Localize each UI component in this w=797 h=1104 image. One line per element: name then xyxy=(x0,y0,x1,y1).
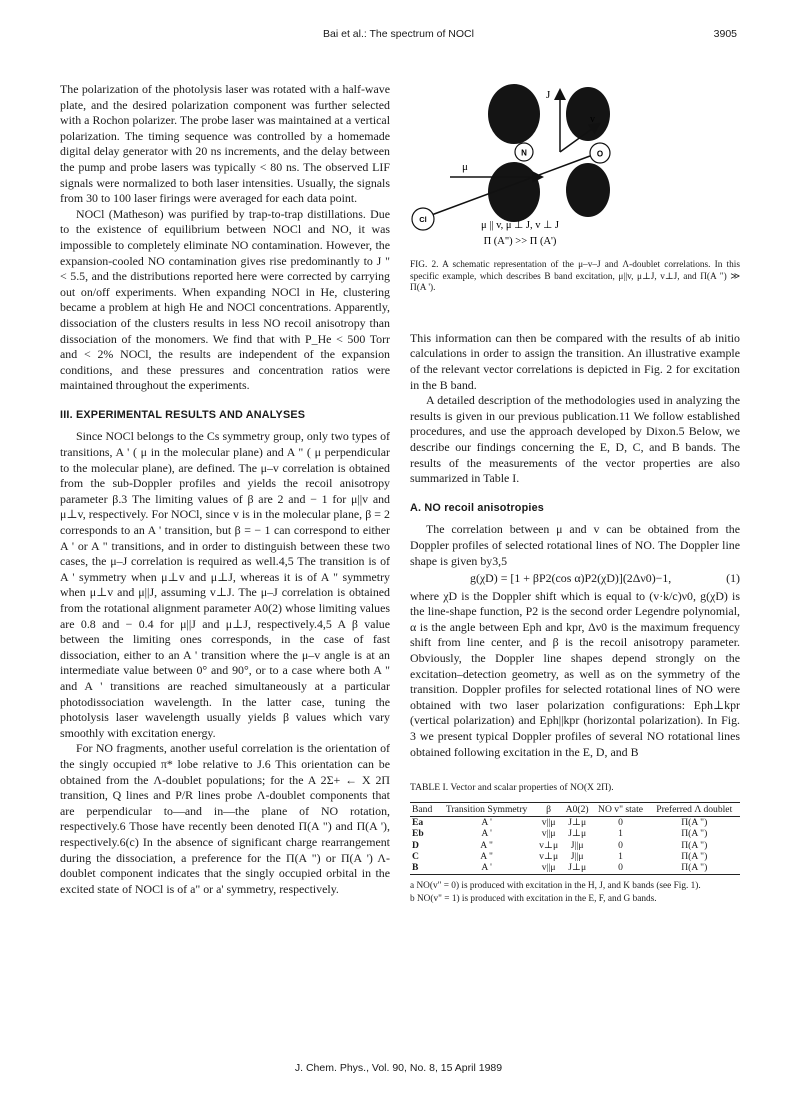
paragraph-methodology: A detailed description of the methodologies used in analyzing the results is given in our previous publication.11 We follow established procedures, and use the approach developed by Dixon.5 Below, we describe our findings concerning the E, D, C, and B bands. The results of the measurements of the vector properties are also summarized in Table I. xyxy=(410,393,740,486)
label-v: v xyxy=(590,114,595,125)
table-row xyxy=(410,862,740,874)
table-cell: 1 xyxy=(618,851,623,863)
paragraph-doppler-intro: The correlation between μ and v can be obtained from the Doppler profiles of selected rotational lines of NO. The Doppler line shape is given by3,5 xyxy=(410,522,740,568)
table-cell: J||μ xyxy=(570,851,584,863)
label-mu: μ xyxy=(462,161,468,173)
table-cell: v||μ xyxy=(541,862,556,874)
figure-2-caption: FIG. 2. A schematic representation of the μ–v–J and Λ-doublet correlations. In this specific example, which describes B band excitation, μ||v, μ⊥J, v⊥J, and Π(A ") ≫ Π(A '). xyxy=(410,260,740,294)
table-cell: Π(A ") xyxy=(681,862,708,874)
table-row xyxy=(410,851,740,862)
paragraph-lambda-doublet: For NO fragments, another useful correlation is the orientation of the singly occupied π* lobe relative to J.6 This orientation can be obtained from the Λ-doublet populations; for the A 2Σ+ ← X 2Π transition, Q lines and P/R lines probe Λ-doublet components that are perpendicular to—and in—the plane of NO rotation, respectively.6 Those have recently been denoted Π(A ") and Π(A '), respectively.6(c) In the absence of significant charge rearrangement during the dissociation, a preference for the Π(A ") or Π(A ') Λ-doublet component indicates that the singly occupied orbital in the excited state of NOCl is of a" or a' symmetry, respectively. xyxy=(60,741,390,896)
table-1-caption: TABLE I. Vector and scalar properties of NO(X 2Π). xyxy=(410,782,614,794)
paragraph-ab-initio: This information can then be compared with the results of ab initio calculations in order to assign the transition. An illustrative example of the relevant vector correlations is depicted in Fig. 2 for excitation in the B band. xyxy=(410,330,740,392)
table-row xyxy=(410,840,740,851)
table-cell: 0 xyxy=(618,862,623,874)
table-row xyxy=(410,816,740,828)
table-header-cell: Preferred Λ doublet xyxy=(656,803,733,815)
table-cell: J⊥μ xyxy=(568,816,587,828)
relation-line-2: Π (A") >> Π (A') xyxy=(483,236,557,247)
table-cell: J||μ xyxy=(570,839,584,851)
table-cell: Π(A ") xyxy=(681,828,708,840)
table-cell: J⊥μ xyxy=(568,862,587,874)
label-cl: Cl xyxy=(419,215,427,224)
table-cell: A " xyxy=(480,839,493,851)
table-header-cell: β xyxy=(546,803,552,815)
paragraph-apparatus: The polarization of the photolysis laser was rotated with a half-wave plate, and the desired polarization component was further selected with a Rochon polarizer. The probe laser was maintained at a vertical polarization. The timing sequence was controlled by a homemade digital delay generator with 20 ns increments, and the delay between the pump and probe lasers was typically < 80 ns. The observed LIF signals were normalized to both laser intensities. Usually, the signals from 30 to 100 laser firings were averaged for each data point. xyxy=(60,82,390,206)
table-cell: C xyxy=(412,851,419,863)
table-cell: D xyxy=(412,839,419,851)
table-cell: A ' xyxy=(481,862,492,874)
table-cell: Eb xyxy=(412,828,424,840)
table-header-cell: Band xyxy=(412,803,433,815)
equation-body: g(χD) = [1 + βP2(cos α)P2(χD)](2Δν0)−1, xyxy=(470,571,672,586)
table-header-cell: A0(2) xyxy=(565,803,589,815)
table-cell: v||μ xyxy=(541,828,556,840)
left-column xyxy=(60,82,390,897)
table-cell: 0 xyxy=(618,839,623,851)
table-cell: A " xyxy=(480,851,493,863)
table-cell: J⊥μ xyxy=(568,828,587,840)
label-j: J xyxy=(546,89,551,101)
paragraph-sample: NOCl (Matheson) was purified by trap-to-trap distillations. Due to the existence of equilibrium between NOCl and NO, it was impossible to completely eliminate NO contamination. However, the expansion-cooled NO contamination gives rise predominantly to J " < 5.5, and the distributions reported here were corrected by carrying out on/off experiments. When expanding NOCl in He, clustering became a problem at high He and NOCl concentrations. Apparently, dissociation of the clusters results in less NO recoil anisotropy than dissociation of the monomers. We find that with P_He < 500 Torr and < 2% NOCl, the results are independent of the expansion conditions, and these pressures and concentration ratios were maintained throughout the experiments. xyxy=(60,206,390,393)
table-1-grid xyxy=(410,802,740,875)
nitrogen-upper-lobe xyxy=(488,84,540,144)
oxygen-lower-lobe xyxy=(566,163,610,217)
table-cell: 1 xyxy=(618,828,623,840)
table-footnote-a: a NO(v" = 0) is produced with excitation in the H, J, and K bands (see Fig. 1). xyxy=(410,880,701,891)
figure-2-diagram xyxy=(410,82,740,252)
running-title: Bai et al.: The spectrum of NOCl xyxy=(323,28,474,40)
subsection-heading: A. NO recoil anisotropies xyxy=(410,501,544,514)
oxygen-upper-lobe xyxy=(566,87,610,141)
table-cell: 0 xyxy=(618,816,623,828)
table-footnote-b: b NO(v" = 1) is produced with excitation in the E, F, and G bands. xyxy=(410,894,657,905)
relation-line-1: μ || v, μ ⊥ J, v ⊥ J xyxy=(481,220,559,231)
paragraph-symmetry: Since NOCl belongs to the Cs symmetry group, only two types of transitions, A ' ( μ in the molecular plane) and A " ( μ perpendicular to the molecular plane), are defined. The μ–v correlation is obtained from the sub-Doppler profiles and yields the recoil anisotropy parameter β.3 The limiting values of β are 2 and − 1 for μ||v and μ⊥v, respectively. For NOCl, since v is in the molecular plane, β = 2 corresponds to an A ' transition, but β = − 1 can correspond to either A ' or A " transitions, and in order to distinguish between these two cases, the μ–J correlation is required as well.4,5 The transition is of A ' symmetry when μ⊥v and μ⊥J, whereas it is of A " symmetry when μ⊥v and μ||J, assuming v⊥J. The μ–J correlation is obtained from the rotational alignment parameter A0(2) whose limiting values are 0.8 and − 0.4 for μ||J and μ⊥J, respectively.4,5 A β value between the limiting ones corresponds, in the case of fast dissociation, either to an A ' transition where the μ–v angle is at an intermediate value between 0° and 90°, or to a case where both A " and A ' transitions are reached simultaneously at a particular photodissociation wavelength. In the latter case, tuning the photolysis laser wavelength usually yields β values which vary smoothly with excitation energy. xyxy=(60,429,390,740)
page-number: 3905 xyxy=(713,28,737,40)
table-cell: v⊥μ xyxy=(539,839,559,851)
table-cell: Π(A ") xyxy=(681,816,708,828)
table-cell: Π(A ") xyxy=(681,839,708,851)
table-row xyxy=(410,828,740,839)
table-cell: v⊥μ xyxy=(539,851,559,863)
nitrogen-lower-lobe xyxy=(488,162,540,222)
right-column xyxy=(410,82,740,906)
table-cell: v||μ xyxy=(541,816,556,828)
section-heading: III. EXPERIMENTAL RESULTS AND ANALYSES xyxy=(60,408,306,421)
table-cell: Π(A ") xyxy=(681,851,708,863)
figure-2 xyxy=(410,82,740,252)
equation-1 xyxy=(410,569,740,589)
paragraph-doppler-details: where χD is the Doppler shift which is equal to (v·k/c)ν0, g(χD) is the line-shape function, P2 is the second order Legendre polynomial, α is the angle between Eph and kpr, Δν0 is the maximum frequency shift from line center, and β is the recoil anisotropy parameter. Obviously, the Doppler line shapes depend strongly on the excitation–detection geometry, as well as on the symmetry of the transition. Doppler profiles for selected rotational lines of NO were obtained with two laser polarization configurations: Eph⊥kpr (vertical polarization) and Eph||kpr (horizontal polarization). In Fig. 3 we present typical Doppler profiles of several NO rotational lines obtained following excitation in the E, D, and B xyxy=(410,588,740,759)
table-header-cell: Transition Symmetry xyxy=(445,803,528,815)
table-header-row xyxy=(410,802,740,816)
label-n: N xyxy=(521,148,527,158)
equation-number: (1) xyxy=(726,571,740,586)
label-o: O xyxy=(596,149,604,159)
table-cell: B xyxy=(412,862,419,874)
table-header-cell: NO v" state xyxy=(598,803,643,815)
table-cell: A ' xyxy=(481,828,492,840)
running-header xyxy=(60,28,737,42)
journal-footer: J. Chem. Phys., Vol. 90, No. 8, 15 April 1989 xyxy=(294,1062,503,1074)
table-1 xyxy=(410,780,740,906)
table-cell: Ea xyxy=(412,816,424,828)
table-cell: A ' xyxy=(481,816,492,828)
